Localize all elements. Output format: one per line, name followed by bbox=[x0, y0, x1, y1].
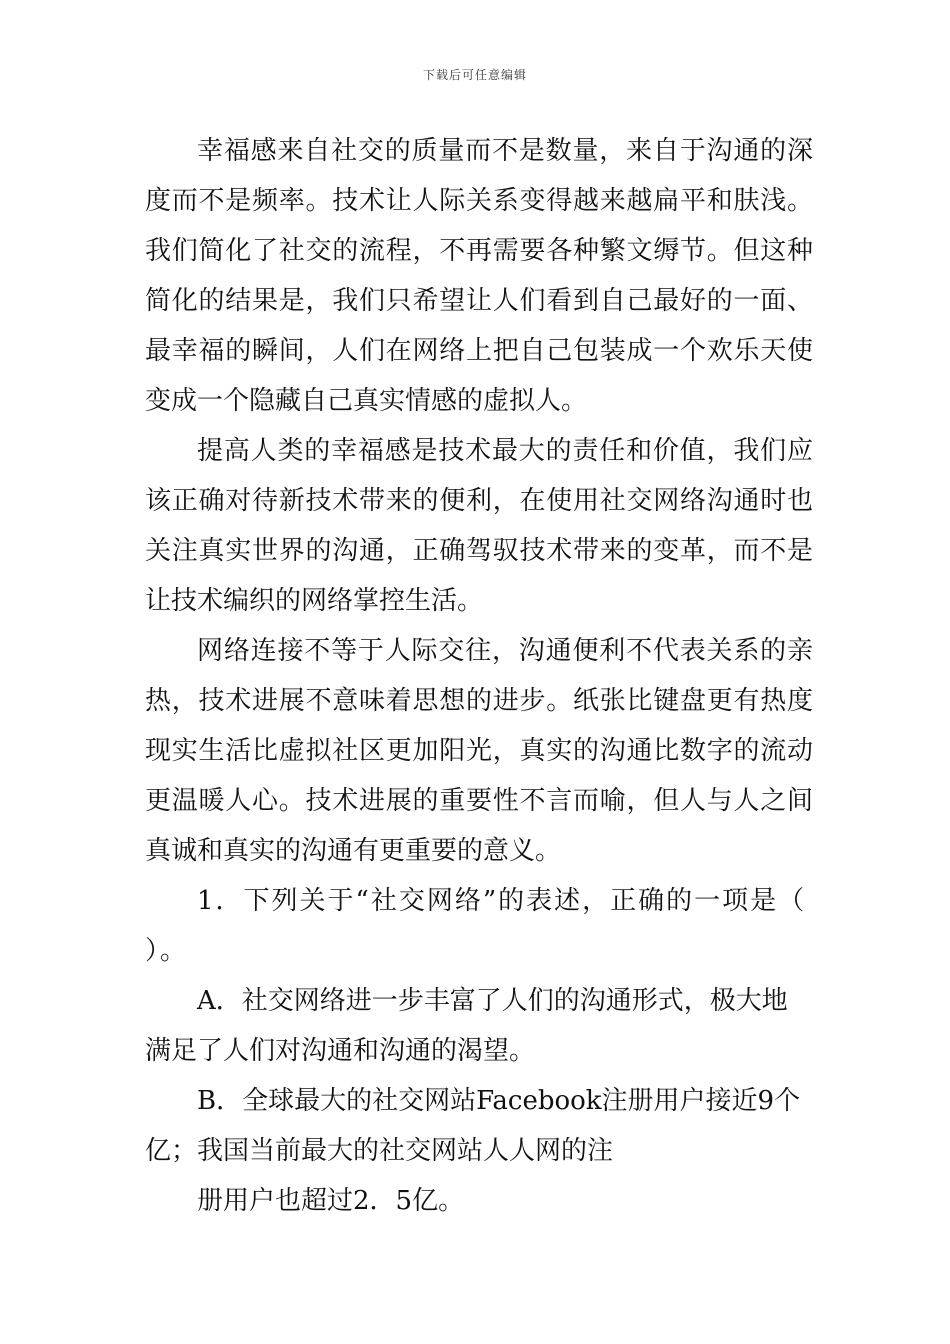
option-b-continued: 册用户也超过2．5亿。 bbox=[197, 1186, 465, 1216]
option-b: B．全球最大的社交网站Facebook注册用户接近9个亿；我国当前最大的社交网站人人网的注 bbox=[145, 1086, 801, 1166]
paragraph-2: 提高人类的幸福感是技术最大的责任和价值，我们应该正确对待新技术带来的便利，在使用社交网络沟通时也关注真实世界的沟通，正确驾驭技术带来的变革，而不是让技术编织的网络掌控生活。 bbox=[145, 436, 813, 616]
option-a: A．社交网络进一步丰富了人们的沟通形式，极大地满足了人们对沟通和沟通的渴望。 bbox=[145, 986, 788, 1066]
document-body bbox=[145, 126, 813, 1226]
page-header: 下载后可任意编辑 bbox=[422, 68, 527, 82]
paragraph-1: 幸福感来自社交的质量而不是数量，来自于沟通的深度而不是频率。技术让人际关系变得越来越扁平和肤浅。我们简化了社交的流程，不再需要各种繁文缛节。但这种简化的结果是，我们只希望让人们看到自己最好的一面、最幸福的瞬间，人们在网络上把自己包装成一个欢乐天使变成一个隐藏自己真实情感的虚拟人。 bbox=[145, 136, 813, 416]
paragraph-3: 网络连接不等于人际交往，沟通便利不代表关系的亲热，技术进展不意味着思想的进步。纸张比键盘更有热度现实生活比虚拟社区更加阳光，真实的沟通比数字的流动更温暖人心。技术进展的重要性不言而喻，但人与人之间真诚和真实的沟通有更重要的意义。 bbox=[145, 636, 813, 866]
question-stem: 1．下列关于“社交网络”的表述，正确的一项是（ ）。 bbox=[145, 886, 807, 966]
